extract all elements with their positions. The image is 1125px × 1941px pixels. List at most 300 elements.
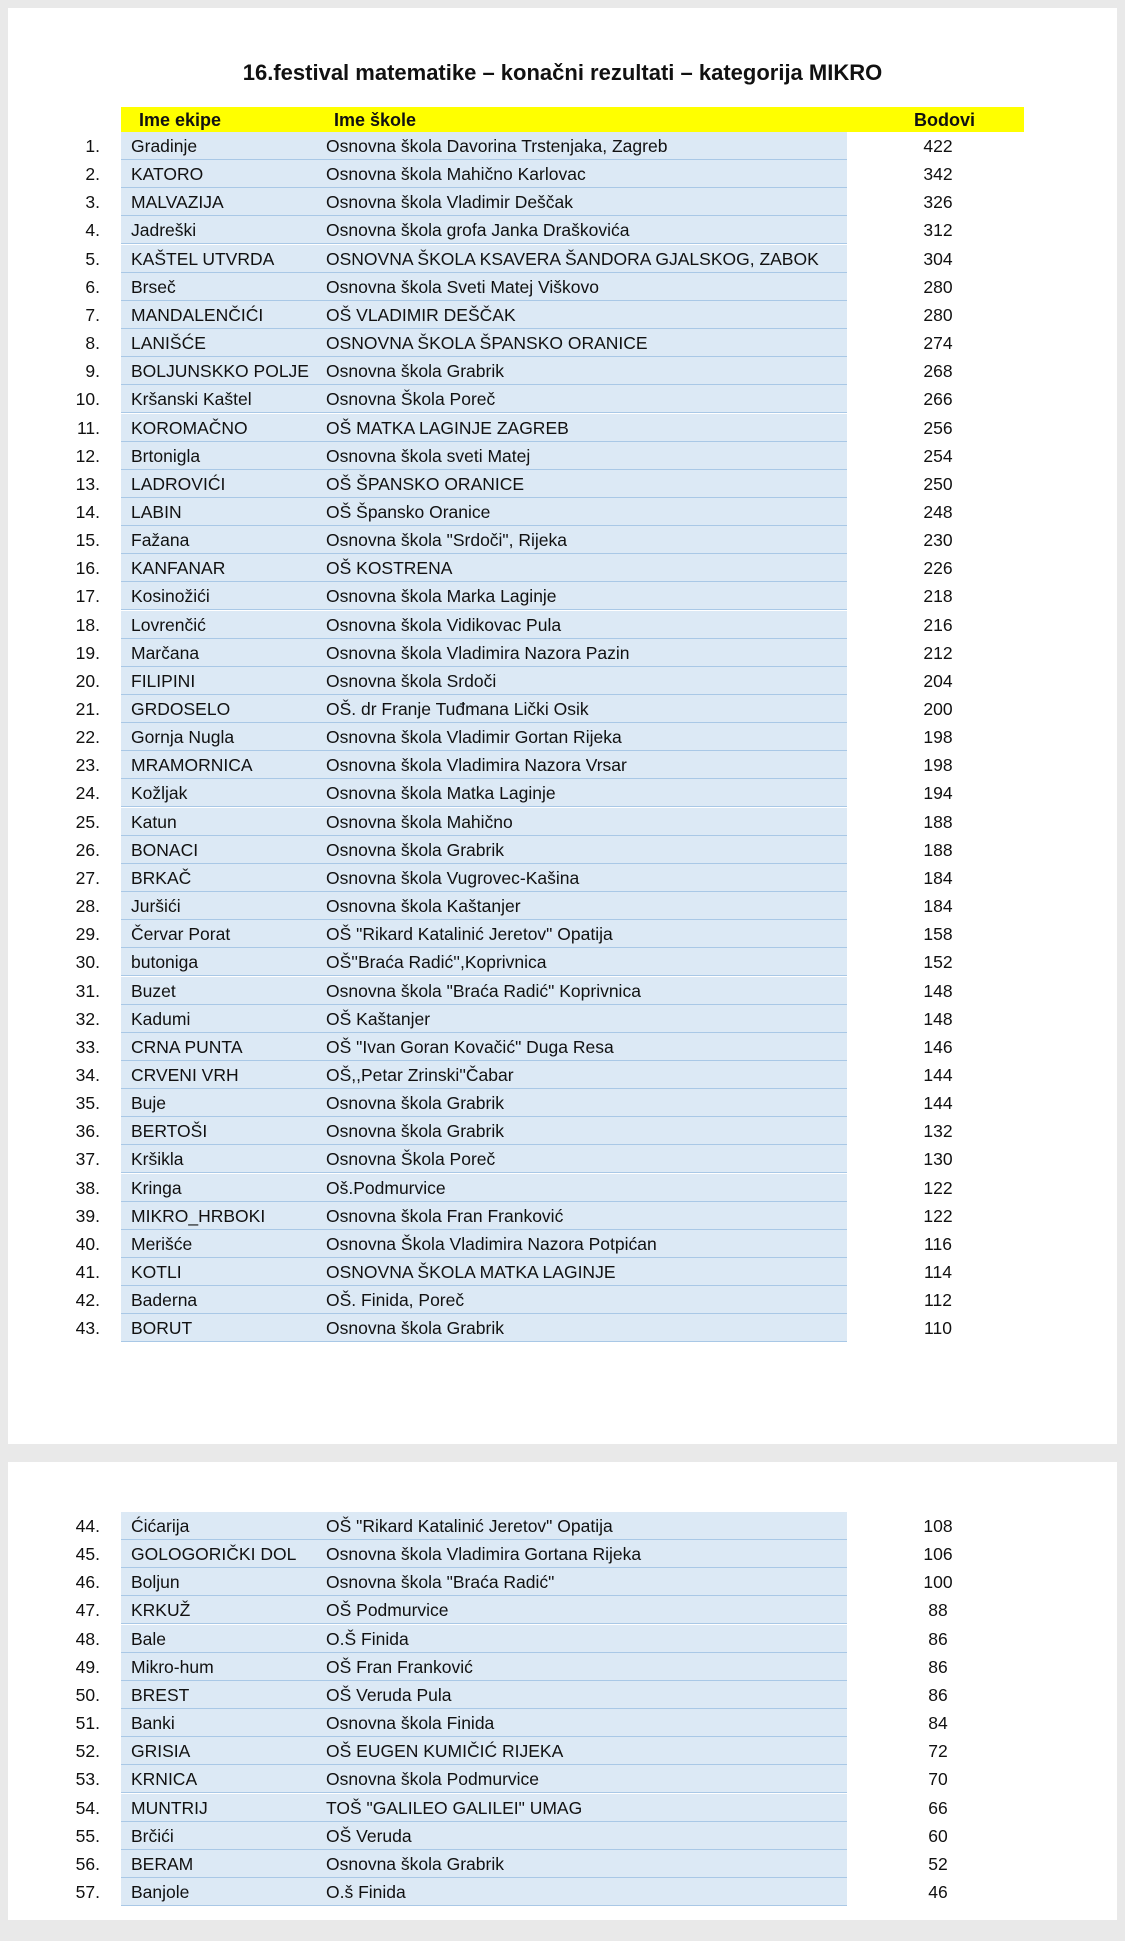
row-points: 422 <box>923 136 953 156</box>
row-school-name: Osnovna škola Sveti Matej Viškovo <box>326 276 600 297</box>
row-rank: 21. <box>75 699 100 719</box>
table-row <box>8 357 1117 385</box>
row-school-name: O.Š Finida <box>326 1628 409 1649</box>
table-row <box>8 892 1117 920</box>
table-row <box>8 1822 1117 1850</box>
table-row <box>8 1709 1117 1737</box>
table-row <box>8 695 1117 723</box>
row-points: 60 <box>928 1825 948 1846</box>
row-team-name: Juršići <box>131 896 181 917</box>
table-row <box>8 301 1117 329</box>
row-school-name: Osnovna škola "Braća Radić" Koprivnica <box>326 980 641 1001</box>
header-team: Ime ekipe <box>139 110 222 130</box>
row-team-name: Buzet <box>131 980 176 1001</box>
row-school-name: OŠ Veruda <box>326 1825 412 1846</box>
table-row <box>8 1174 1117 1202</box>
row-rank: 38. <box>75 1177 100 1198</box>
row-points: 70 <box>928 1769 948 1790</box>
row-team-name: Merišće <box>131 1233 193 1254</box>
row-points: 184 <box>923 867 953 888</box>
row-points: 274 <box>923 333 953 354</box>
row-team-name: BORUT <box>131 1318 193 1339</box>
table-row <box>8 836 1117 864</box>
row-rank: 41. <box>75 1262 100 1282</box>
row-rank: 48. <box>75 1628 100 1649</box>
row-school-name: Osnovna škola Kaštanjer <box>326 896 521 917</box>
row-points: 148 <box>923 980 953 1001</box>
row-band <box>121 1822 847 1850</box>
row-school-name: OŠ Kaštanjer <box>326 1008 431 1029</box>
row-school-name: OŠ Veruda Pula <box>326 1684 452 1705</box>
table-row <box>8 1258 1117 1286</box>
row-points: 66 <box>928 1797 948 1818</box>
row-rank: 12. <box>75 445 100 466</box>
table-row <box>8 751 1117 779</box>
row-school-name: Osnovna škola Grabrik <box>326 1121 504 1142</box>
row-team-name: MRAMORNICA <box>131 755 253 776</box>
row-team-name: Boljun <box>131 1572 180 1593</box>
row-team-name: BOLJUNSKKO POLJE <box>131 361 309 382</box>
row-team-name: Fažana <box>131 530 190 551</box>
row-rank: 23. <box>75 755 100 776</box>
row-rank: 9. <box>85 361 100 382</box>
row-points: 152 <box>923 952 953 973</box>
row-team-name: KAŠTEL UTVRDA <box>131 248 275 269</box>
table-row <box>8 1653 1117 1681</box>
row-rank: 5. <box>85 248 100 269</box>
row-rank: 33. <box>75 1036 100 1057</box>
row-team-name: Brseč <box>131 276 176 297</box>
row-school-name: Osnovna škola "Braća Radić" <box>326 1572 555 1593</box>
row-rank: 3. <box>85 192 100 213</box>
row-team-name: Mikro-hum <box>131 1656 214 1677</box>
table-row <box>8 1117 1117 1145</box>
row-points: 326 <box>923 192 953 213</box>
table-row <box>8 526 1117 554</box>
row-school-name: Osnovna škola Grabrik <box>326 361 504 382</box>
row-team-name: Brtonigla <box>131 445 201 466</box>
row-school-name: OŠ MATKA LAGINJE ZAGREB <box>326 417 569 438</box>
row-rank: 52. <box>75 1741 100 1762</box>
table-row <box>8 188 1117 216</box>
row-rank: 57. <box>75 1881 100 1902</box>
row-rank: 42. <box>75 1290 100 1311</box>
row-points: 46 <box>928 1881 948 1902</box>
table-row <box>8 667 1117 695</box>
row-team-name: Kršikla <box>131 1149 184 1170</box>
table-row <box>8 948 1117 976</box>
row-rank: 55. <box>75 1825 100 1846</box>
row-band <box>121 1625 847 1653</box>
row-team-name: GRISIA <box>131 1741 191 1762</box>
row-team-name: MANDALENČIĆI <box>131 304 264 325</box>
row-points: 100 <box>923 1572 953 1593</box>
table-row <box>8 554 1117 582</box>
row-school-name: Osnovna škola Finida <box>326 1713 495 1734</box>
table-row <box>8 442 1117 470</box>
row-team-name: Jadreški <box>131 220 197 241</box>
row-points: 216 <box>923 614 953 635</box>
row-team-name: Bale <box>131 1628 167 1649</box>
row-school-name: Osnovna škola Vladimira Nazora Pazin <box>326 642 630 663</box>
row-points: 122 <box>923 1205 953 1226</box>
row-points: 72 <box>928 1741 948 1762</box>
table-row <box>8 1540 1117 1568</box>
row-school-name: OŠ. dr Franje Tuđmana Lički Osik <box>326 699 589 719</box>
table-row <box>8 1089 1117 1117</box>
row-school-name: Osnovna Škola Vladimira Nazora Potpićan <box>326 1233 657 1254</box>
table-row <box>8 160 1117 188</box>
row-points: 256 <box>923 417 953 438</box>
row-points: 84 <box>928 1713 948 1734</box>
row-team-name: GRDOSELO <box>131 699 231 719</box>
row-points: 114 <box>924 1262 952 1282</box>
row-rank: 17. <box>75 586 100 607</box>
row-rank: 18. <box>75 614 100 635</box>
row-team-name: Marčana <box>131 642 200 663</box>
row-team-name: CRVENI VRH <box>131 1064 239 1085</box>
table-header <box>121 107 1024 132</box>
row-band <box>121 1681 847 1709</box>
row-rank: 16. <box>75 558 100 579</box>
row-school-name: TOŠ "GALILEO GALILEI" UMAG <box>326 1797 583 1818</box>
table-row <box>8 1737 1117 1765</box>
row-rank: 8. <box>85 333 100 354</box>
table-row <box>8 470 1117 498</box>
row-band <box>121 1878 847 1906</box>
row-points: 144 <box>923 1064 953 1085</box>
row-team-name: MUNTRIJ <box>131 1797 208 1818</box>
row-rank: 29. <box>75 924 100 945</box>
table-row <box>8 385 1117 413</box>
row-school-name: OSNOVNA ŠKOLA KSAVERA ŠANDORA GJALSKOG, ZABOK <box>326 248 819 269</box>
row-rank: 50. <box>75 1684 100 1705</box>
row-points: 132 <box>923 1121 953 1142</box>
row-points: 146 <box>923 1036 953 1057</box>
row-band <box>121 1005 847 1033</box>
table-row <box>8 329 1117 357</box>
table-row <box>8 1681 1117 1709</box>
row-rank: 36. <box>75 1121 100 1142</box>
row-team-name: Ćićarija <box>131 1516 190 1536</box>
table-row <box>8 1202 1117 1230</box>
row-rank: 39. <box>75 1205 100 1226</box>
row-school-name: OŠ Fran Franković <box>326 1656 473 1677</box>
row-rank: 54. <box>75 1797 100 1818</box>
row-team-name: Baderna <box>131 1290 198 1311</box>
row-rank: 32. <box>75 1008 100 1029</box>
row-school-name: OŠ,,Petar Zrinski''Čabar <box>326 1064 514 1085</box>
row-points: 212 <box>923 642 953 663</box>
table-row <box>8 920 1117 948</box>
table-row <box>8 1878 1117 1906</box>
row-band <box>121 1174 847 1202</box>
row-rank: 25. <box>75 811 100 832</box>
row-points: 112 <box>924 1290 952 1311</box>
row-rank: 53. <box>75 1769 100 1790</box>
row-school-name: OŠ KOSTRENA <box>326 558 453 579</box>
row-rank: 37. <box>75 1149 100 1170</box>
row-team-name: Gornja Nugla <box>131 727 235 748</box>
row-points: 144 <box>923 1093 953 1114</box>
row-team-name: MIKRO_HRBOKI <box>131 1205 266 1226</box>
row-team-name: Buje <box>131 1093 167 1114</box>
row-rank: 27. <box>75 867 100 888</box>
row-school-name: Osnovna škola Grabrik <box>326 1318 504 1339</box>
row-band <box>121 1596 847 1624</box>
row-points: 280 <box>923 276 953 297</box>
table-row <box>8 1596 1117 1624</box>
row-school-name: Osnovna škola Vladimir Gortan Rijeka <box>326 727 622 748</box>
table-row <box>8 1625 1117 1653</box>
row-points: 230 <box>923 530 953 551</box>
row-points: 122 <box>923 1177 953 1198</box>
row-team-name: Lovrenčić <box>131 614 206 635</box>
table-row <box>8 414 1117 442</box>
row-school-name: OŠ "Ivan Goran Kovačić" Duga Resa <box>326 1036 614 1057</box>
row-rank: 14. <box>75 501 100 522</box>
table-row <box>8 1794 1117 1822</box>
row-points: 250 <box>923 473 953 494</box>
row-school-name: Osnovna škola Podmurvice <box>326 1769 540 1790</box>
row-rank: 34. <box>75 1064 100 1085</box>
row-rank: 2. <box>85 164 100 185</box>
row-rank: 45. <box>75 1544 100 1565</box>
row-rank: 19. <box>75 642 100 663</box>
row-school-name: Osnovna škola "Srdoči", Rijeka <box>326 530 568 551</box>
row-school-name: OŠ Špansko Oranice <box>326 501 491 522</box>
row-rank: 31. <box>75 980 100 1001</box>
row-team-name: CRNA PUNTA <box>131 1036 243 1057</box>
row-team-name: Kosinožići <box>131 586 210 607</box>
row-points: 280 <box>923 304 953 325</box>
table-row <box>8 977 1117 1005</box>
row-team-name: KANFANAR <box>131 558 226 579</box>
row-points: 116 <box>924 1233 952 1254</box>
row-school-name: OŠ. Finida, Poreč <box>326 1290 465 1311</box>
page-title: 16.festival matematike – konačni rezultati – kategorija MIKRO <box>242 60 883 85</box>
row-points: 158 <box>923 924 953 945</box>
row-team-name: KATORO <box>131 164 204 185</box>
row-rank: 26. <box>75 839 100 860</box>
table-row <box>8 808 1117 836</box>
table-row <box>8 864 1117 892</box>
row-school-name: Osnovna Škola Poreč <box>326 1149 496 1170</box>
row-team-name: BREST <box>131 1684 190 1705</box>
row-points: 188 <box>923 839 953 860</box>
row-school-name: Osnovna škola Mahično <box>326 811 513 832</box>
row-school-name: Osnovna škola sveti Matej <box>326 445 531 466</box>
row-school-name: OŠ EUGEN KUMIČIĆ RIJEKA <box>326 1741 564 1762</box>
row-points: 342 <box>923 164 953 185</box>
row-points: 130 <box>923 1149 953 1170</box>
row-rank: 6. <box>85 276 100 297</box>
table-row <box>8 723 1117 751</box>
row-rank: 30. <box>75 952 100 973</box>
row-team-name: GOLOGORIČKI DOL <box>131 1544 297 1565</box>
page-1 <box>8 8 1117 1444</box>
row-rank: 4. <box>85 220 100 241</box>
row-team-name: Kringa <box>131 1177 182 1198</box>
table-row <box>8 1568 1117 1596</box>
row-school-name: OŠ "Rikard Katalinić Jeretov" Opatija <box>326 924 613 945</box>
row-team-name: KOTLI <box>131 1262 182 1282</box>
row-school-name: Osnovna škola Fran Franković <box>326 1205 564 1226</box>
row-points: 86 <box>928 1684 948 1705</box>
row-team-name: Červar Porat <box>131 924 231 945</box>
row-rank: 46. <box>75 1572 100 1593</box>
row-team-name: KRNICA <box>131 1769 198 1790</box>
row-team-name: Banki <box>131 1713 175 1734</box>
row-points: 188 <box>923 811 953 832</box>
row-points: 88 <box>928 1600 948 1621</box>
row-rank: 7. <box>85 304 100 325</box>
row-school-name: OŠ ŠPANSKO ORANICE <box>326 473 525 494</box>
row-school-name: OŠ "Rikard Katalinić Jeretov" Opatija <box>326 1516 613 1536</box>
row-school-name: Osnovna škola Grabrik <box>326 1093 504 1114</box>
row-points: 148 <box>923 1008 953 1029</box>
row-school-name: Osnovna škola Matka Laginje <box>326 783 556 804</box>
row-team-name: Brčići <box>131 1825 174 1846</box>
row-school-name: Oš.Podmurvice <box>326 1177 446 1198</box>
row-points: 218 <box>923 586 953 607</box>
table-row <box>8 1005 1117 1033</box>
row-team-name: LANIŠĆE <box>131 333 206 354</box>
row-school-name: Osnovna Škola Poreč <box>326 389 496 410</box>
row-team-name: Katun <box>131 811 177 832</box>
row-school-name: O.š Finida <box>326 1881 406 1902</box>
row-points: 86 <box>928 1656 948 1677</box>
row-band <box>121 1653 847 1681</box>
row-rank: 51. <box>75 1713 100 1734</box>
row-team-name: BERTOŠI <box>131 1121 208 1142</box>
row-rank: 47. <box>75 1600 100 1621</box>
row-school-name: Osnovna škola grofa Janka Draškovića <box>326 220 630 241</box>
row-school-name: Osnovna škola Davorina Trstenjaka, Zagreb <box>326 136 668 156</box>
row-team-name: Banjole <box>131 1881 190 1902</box>
row-points: 198 <box>923 727 953 748</box>
row-points: 198 <box>923 755 953 776</box>
row-school-name: OŠ VLADIMIR DEŠČAK <box>326 304 516 325</box>
row-points: 86 <box>928 1628 948 1649</box>
row-team-name: Gradinje <box>131 136 198 156</box>
row-school-name: Osnovna škola Vladimira Gortana Rijeka <box>326 1544 642 1565</box>
row-team-name: MALVAZIJA <box>131 192 224 213</box>
row-school-name: Osnovna škola Vladimira Nazora Vrsar <box>326 755 627 776</box>
row-rank: 24. <box>75 783 100 804</box>
row-rank: 20. <box>75 670 100 691</box>
row-school-name: Osnovna škola Srdoči <box>326 670 497 691</box>
table-row <box>8 245 1117 273</box>
row-school-name: Osnovna škola Grabrik <box>326 839 504 860</box>
row-points: 52 <box>928 1853 948 1874</box>
row-points: 200 <box>923 699 953 719</box>
table-row <box>8 216 1117 244</box>
row-points: 248 <box>923 501 953 522</box>
table-row <box>8 1145 1117 1173</box>
row-points: 254 <box>923 445 953 466</box>
row-points: 108 <box>923 1516 953 1536</box>
row-school-name: OSNOVNA ŠKOLA MATKA LAGINJE <box>326 1262 616 1282</box>
row-points: 184 <box>923 896 953 917</box>
header-points: Bodovi <box>914 110 975 130</box>
row-school-name: OŠ''Braća Radić'',Koprivnica <box>326 952 547 973</box>
row-team-name: BERAM <box>131 1853 194 1874</box>
table-row <box>8 1765 1117 1793</box>
row-team-name: KRKUŽ <box>131 1600 191 1621</box>
table-row <box>8 1314 1117 1342</box>
row-rank: 56. <box>75 1853 100 1874</box>
row-points: 266 <box>923 389 953 410</box>
row-school-name: Osnovna škola Vugrovec-Kašina <box>326 867 580 888</box>
row-team-name: BRKAČ <box>131 867 192 888</box>
table-row <box>8 1033 1117 1061</box>
table-row <box>8 498 1117 526</box>
row-band <box>121 1286 847 1314</box>
table-row <box>8 1286 1117 1314</box>
row-team-name: FILIPINI <box>131 670 196 691</box>
row-school-name: Osnovna škola Marka Laginje <box>326 586 557 607</box>
row-school-name: OŠ Podmurvice <box>326 1600 449 1621</box>
row-school-name: Osnovna škola Grabrik <box>326 1853 504 1874</box>
table-row <box>8 582 1117 610</box>
row-school-name: Osnovna škola Vidikovac Pula <box>326 614 562 635</box>
row-rank: 1. <box>85 136 100 156</box>
row-rank: 43. <box>75 1318 100 1339</box>
row-team-name: LADROVIĆI <box>131 473 226 494</box>
row-points: 312 <box>923 220 953 241</box>
table-row <box>8 611 1117 639</box>
page-2 <box>8 1462 1117 1920</box>
row-points: 304 <box>923 248 953 269</box>
row-points: 204 <box>923 670 953 691</box>
row-team-name: butoniga <box>131 952 199 973</box>
row-team-name: LABIN <box>131 501 182 522</box>
row-band <box>121 554 847 582</box>
row-rank: 44. <box>75 1516 100 1536</box>
row-school-name: Osnovna škola Vladimir Deščak <box>326 192 574 213</box>
row-rank: 13. <box>75 473 100 494</box>
row-rank: 49. <box>75 1656 100 1677</box>
row-rank: 22. <box>75 727 100 748</box>
table-row <box>8 273 1117 301</box>
row-rank: 35. <box>75 1093 100 1114</box>
table-row <box>8 1512 1117 1540</box>
table-row <box>8 1230 1117 1258</box>
row-rank: 28. <box>75 896 100 917</box>
header-school: Ime škole <box>334 110 417 130</box>
row-rank: 40. <box>75 1233 100 1254</box>
row-school-name: OSNOVNA ŠKOLA ŠPANSKO ORANICE <box>326 333 648 354</box>
row-school-name: Osnovna škola Mahično Karlovac <box>326 164 586 185</box>
row-team-name: Kršanski Kaštel <box>131 389 252 410</box>
row-points: 226 <box>923 558 953 579</box>
row-team-name: Kadumi <box>131 1008 191 1029</box>
row-team-name: BONACI <box>131 839 199 860</box>
row-team-name: Kožljak <box>131 783 188 804</box>
table-row <box>8 639 1117 667</box>
row-team-name: KOROMAČNO <box>131 417 248 438</box>
row-points: 268 <box>923 361 953 382</box>
row-rank: 15. <box>75 530 100 551</box>
table-row <box>8 1061 1117 1089</box>
row-points: 106 <box>923 1544 953 1565</box>
row-points: 194 <box>923 783 953 804</box>
row-points: 110 <box>924 1318 952 1339</box>
table-row <box>8 1850 1117 1878</box>
table-row <box>8 779 1117 807</box>
row-rank: 10. <box>75 389 100 410</box>
